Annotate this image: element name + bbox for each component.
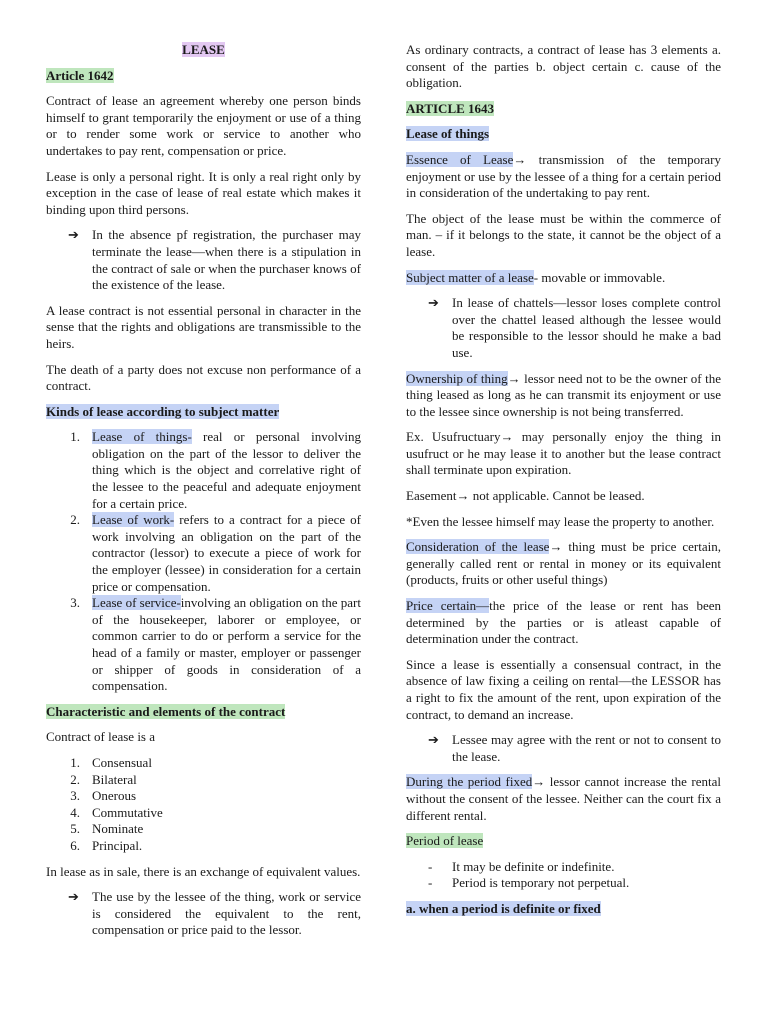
arrow-bullet-icon: ➔ bbox=[428, 295, 439, 311]
list-item: - Period is temporary not perpetual. bbox=[428, 875, 630, 891]
paragraph: Price certain—the price of the lease or rent has been determined by the parties or is atleast capable of determination under the contract. bbox=[406, 598, 721, 647]
arrow-bullet-icon: ➔ bbox=[68, 227, 79, 243]
term: Subject matter of a lease bbox=[406, 269, 534, 285]
paragraph: During the period fixed→ lessor cannot increase the rental without the consent of the lessee. Neither can the court fix a different rental. bbox=[406, 774, 721, 823]
arrow-bullet-item: ➔ In lease of chattels—lessor loses complete control over the chattel leased although the lessee would be responsible to the lessor should he make a bad use. bbox=[406, 295, 721, 361]
list-item: 2. Lease of work- refers to a contract for a piece of work involving an obligation on the part of the contractor (lessor) to execute a piece of work for the employer (lessee) in consideration for a certain price or compensation. bbox=[70, 512, 361, 594]
period-of-lease-heading: Period of lease bbox=[406, 833, 484, 849]
term: Consideration of the lease bbox=[406, 539, 550, 555]
paragraph: Subject matter of a lease- movable or immovable. bbox=[406, 269, 666, 285]
paragraph: Easement→ not applicable. Cannot be leased. bbox=[406, 488, 645, 504]
period-list bbox=[406, 859, 721, 892]
term: During the period fixed bbox=[406, 774, 533, 790]
term: Lease of work- bbox=[92, 512, 175, 528]
paragraph: Lease is only a personal right. It is only a real right only by exception in the case of lease of real estate which makes it binding upon third persons. bbox=[46, 168, 361, 217]
paragraph: Contract of lease is a bbox=[46, 729, 156, 745]
arrow-bullet-item: ➔ In the absence pf registration, the purchaser may terminate the lease—when there is a stipulation in the contract of sale or when the purchaser knows of the existence of the lease. bbox=[46, 227, 361, 293]
document-title bbox=[46, 42, 361, 59]
paragraph: Essence of Lease→ transmission of the temporary enjoyment or use by the lessee of a thing for a certain period in consideration of the undertaking to pay rent. bbox=[406, 151, 721, 201]
paragraph: A lease contract is not essential personal in character in the sense that the rights and obligations are transmissible to the heirs. bbox=[46, 302, 361, 351]
paragraph: Ex. Usufructuary→ may personally enjoy the thing in usufruct or he may lease it to another but the lease contract shall terminate upon expiration. bbox=[406, 429, 721, 478]
arrow-bullet-icon: ➔ bbox=[428, 732, 439, 748]
paragraph: Since a lease is essentially a consensual contract, in the absence of law fixing a ceiling on rental—the LESSOR has a right to fix the amount of the rent, upon expiration of the contract, to demand an increase. bbox=[406, 656, 721, 722]
term: Essence of Lease bbox=[406, 151, 514, 167]
term: Price certain— bbox=[406, 598, 490, 614]
term: Ownership of thing bbox=[406, 370, 508, 386]
arrow-bullet-item: ➔ Lessee may agree with the rent or not to consent to the lease. bbox=[406, 732, 721, 765]
paragraph: The death of a party does not excuse non performance of a contract. bbox=[46, 361, 361, 394]
article-1642-heading: Article 1642 bbox=[46, 67, 114, 83]
paragraph: In lease as in sale, there is an exchange of equivalent values. bbox=[46, 863, 361, 879]
list-item: 4. Commutative bbox=[70, 804, 163, 820]
list-item: 3. Lease of service-involving an obligation on the part of the housekeeper, laborer or employee, or common carrier to do or perform a service for the head of a family or master, employer or passenger or shipper of goods in consideration of a compensation. bbox=[70, 595, 361, 694]
kinds-heading: Kinds of lease according to subject matter bbox=[46, 403, 280, 419]
list-item: 5. Nominate bbox=[70, 821, 144, 837]
list-item: - It may be definite or indefinite. bbox=[428, 858, 615, 874]
article-1643-heading: ARTICLE 1643 bbox=[406, 100, 495, 116]
lease-of-things-heading: Lease of things bbox=[406, 126, 490, 142]
term: Lease of things- bbox=[92, 429, 192, 445]
characteristics-list bbox=[46, 755, 361, 855]
title-text: LEASE bbox=[182, 42, 225, 57]
definite-period-heading: a. when a period is definite or fixed bbox=[406, 900, 601, 916]
kinds-list bbox=[46, 429, 361, 695]
characteristics-heading: Characteristic and elements of the contract bbox=[46, 703, 286, 719]
paragraph: Ownership of thing→ lessor need not to be the owner of the thing leased as long as he can transmit its enjoyment or use to the lessee since ownership is not being transferred. bbox=[406, 370, 721, 419]
list-item: 3. Onerous bbox=[70, 788, 137, 804]
paragraph: The object of the lease must be within the commerce of man. – if it belongs to the state, it cannot be the object of a lease. bbox=[406, 210, 721, 259]
list-item: 1. Lease of things- real or personal involving obligation on the part of the lessor to deliver the thing which is the object and correlative right of the lessee to the peaceful and adequate enjoyment for a certain price. bbox=[70, 429, 361, 511]
left-column bbox=[46, 42, 361, 948]
arrow-bullet-icon: ➔ bbox=[68, 889, 79, 905]
arrow-bullet-item: ➔ The use by the lessee of the thing, work or service is considered the equivalent to the rent, compensation or price paid to the lessor. bbox=[46, 889, 361, 939]
paragraph: *Even the lessee himself may lease the property to another. bbox=[406, 513, 715, 529]
paragraph: Contract of lease an agreement whereby one person binds himself to grant temporarily the enjoyment or use of a thing or to render some work or service to another who undertakes to pay rent, compensation or price. bbox=[46, 93, 361, 158]
list-item: 2. Bilateral bbox=[70, 771, 137, 787]
term: Lease of service- bbox=[92, 595, 181, 611]
list-item: 6. Principal. bbox=[70, 837, 143, 853]
paragraph: As ordinary contracts, a contract of lease has 3 elements a. consent of the parties b. object certain c. cause of the obligation. bbox=[406, 42, 721, 91]
list-item: 1. Consensual bbox=[70, 754, 152, 770]
right-column bbox=[406, 42, 721, 927]
paragraph: Consideration of the lease→ thing must be price certain, generally called rent or rental in money or its equivalent (products, fruits or other useful things) bbox=[406, 539, 721, 588]
